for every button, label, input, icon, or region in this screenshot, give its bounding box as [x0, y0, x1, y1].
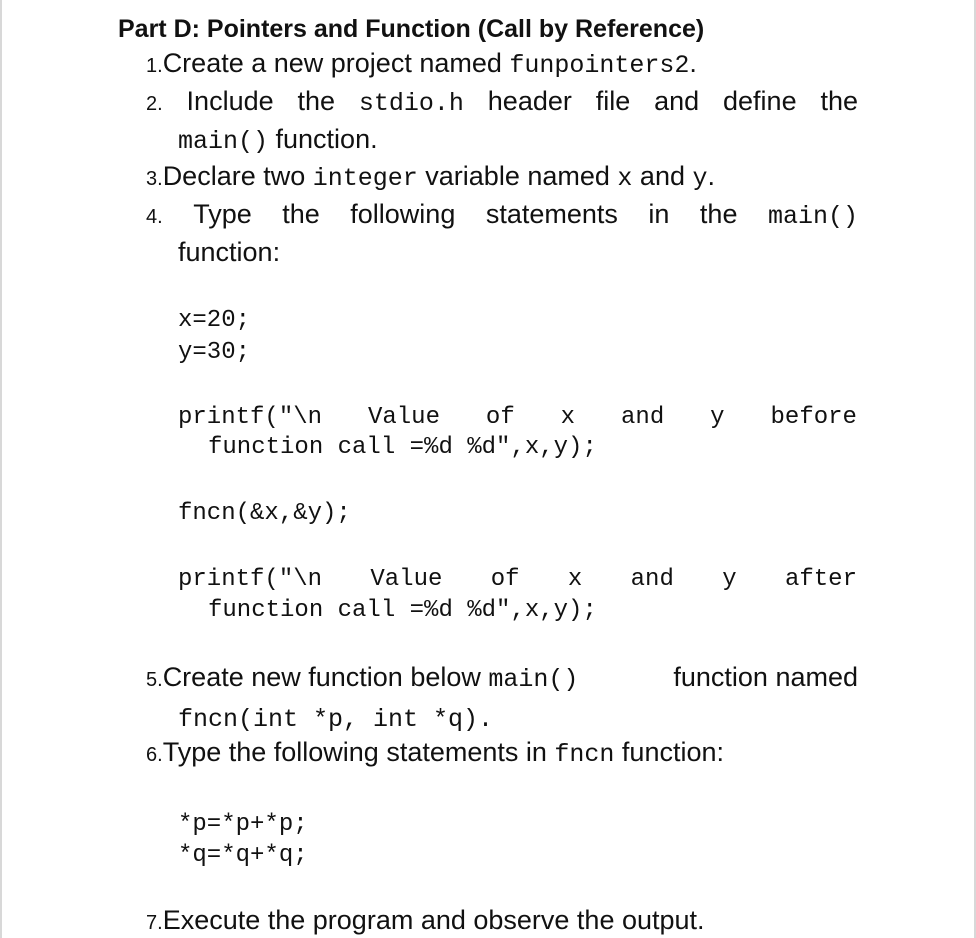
inline-code: stdio.h — [358, 89, 464, 118]
step-number: 2. — [146, 93, 163, 115]
code-assign-x: x=20; — [178, 307, 251, 334]
section-heading: Part D: Pointers and Function (Call by Reference) — [118, 15, 705, 43]
step-3: 3.Declare two integer variable named x and y. — [146, 161, 716, 193]
inline-code: y — [692, 164, 708, 193]
step-2-line-1: 2. Include the stdio.h header file and define the — [146, 86, 858, 118]
code-function-call: fncn(&x,&y); — [178, 500, 351, 527]
step-number: 5. — [146, 669, 163, 691]
step-number: 4. — [146, 206, 163, 228]
page-left-border — [0, 0, 2, 938]
inline-code: integer — [312, 164, 418, 193]
code-printf-after-line-2: function call =%d %d",x,y); — [208, 597, 597, 624]
inline-code: main() — [767, 202, 858, 231]
inline-code: main() — [488, 665, 579, 694]
code-printf-before-line-2: function call =%d %d",x,y); — [208, 434, 597, 461]
step-1: 1.Create a new project named funpointers2. — [146, 48, 697, 80]
step-5-line-2 — [178, 702, 493, 734]
step-4-line-2: function: — [178, 237, 281, 267]
step-number: 6. — [146, 744, 163, 766]
inline-code: funpointers2 — [509, 51, 690, 80]
inline-code: fncn(int *p, int *q). — [178, 705, 494, 734]
step-number: 7. — [146, 912, 163, 934]
code-printf-after-line-1: printf("\n Value of x and y after — [178, 566, 857, 593]
step-6: 6.Type the following statements in fncn function: — [146, 737, 724, 769]
code-assign-y: y=30; — [178, 339, 251, 366]
inline-code: x — [617, 164, 633, 193]
code-fncn-line-2: *q=*q+*q; — [178, 842, 308, 869]
step-4-line-1: 4. Type the following statements in the main() — [146, 199, 858, 231]
step-number: 3. — [146, 168, 163, 190]
step-5-line-1: 5.Create new function below main() function named — [146, 662, 858, 694]
step-number: 1. — [146, 55, 163, 77]
step-2-line-2: main() function. — [178, 124, 378, 156]
inline-code: main() — [178, 127, 269, 156]
step-text: Create a new project named — [162, 48, 510, 78]
inline-code: fncn — [554, 740, 615, 769]
code-fncn-line-1: *p=*p+*p; — [178, 811, 308, 838]
step-7: 7.Execute the program and observe the output. — [146, 905, 705, 935]
code-printf-before-line-1: printf("\n Value of x and y before — [178, 404, 857, 431]
